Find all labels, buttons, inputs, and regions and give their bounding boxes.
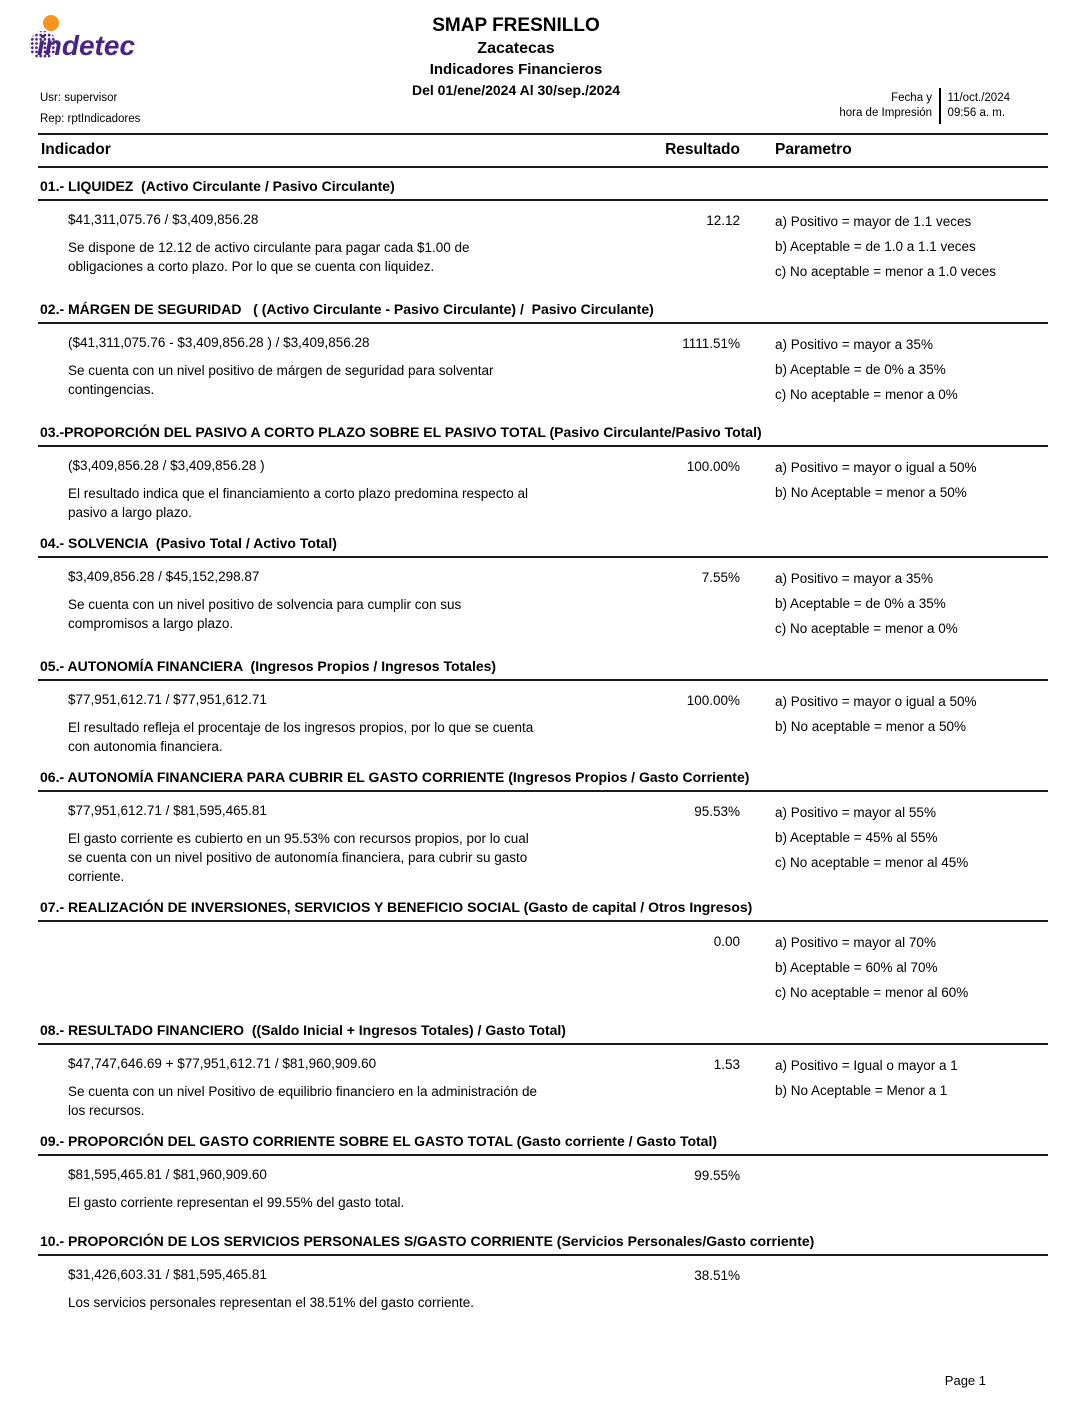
page-number: Page 1: [944, 1373, 986, 1388]
indicator-section: [38, 899, 1048, 1009]
print-divider: [939, 88, 941, 124]
print-label-line1: Fecha y: [891, 92, 933, 104]
indicator-description: El gasto corriente es cubierto en un 95.53% con recursos propios, por lo cual se cuenta con un nivel positivo de autonomía financiera, para cubrir su gasto corriente.: [68, 831, 529, 884]
parameter-line: b) No Aceptable = Menor a 1: [775, 1083, 948, 1098]
indicator-formula: ($41,311,075.76 - $3,409,856.28 ) / $3,409,856.28: [68, 335, 370, 350]
indicator-content: [38, 324, 1048, 411]
indicator-description: Se dispone de 12.12 de activo circulante para pagar cada $1.00 de obligaciones a corto plazo. Por lo que se cuenta con liquidez.: [68, 240, 470, 274]
indicator-content: [38, 1156, 1048, 1220]
indicator-detail: [38, 1267, 660, 1320]
parameter-line: b) Aceptable = 60% al 70%: [775, 960, 938, 975]
table-column-header: [38, 133, 1048, 168]
indicator-description: Se cuenta con un nivel positivo de solvencia para cumplir con sus compromisos a largo plazo.: [68, 597, 462, 631]
indicator-formula: $77,951,612.71 / $77,951,612.71: [68, 692, 267, 707]
parameter-line: c) No aceptable = menor a 0%: [775, 621, 958, 636]
indicator-section: [38, 535, 1048, 645]
indicator-list: [38, 178, 1048, 1320]
indicator-section: [38, 424, 1048, 522]
indicator-title: 06.- AUTONOMÍA FINANCIERA PARA CUBRIR EL GASTO CORRIENTE (Ingresos Propios / Gasto Corriente): [38, 769, 1048, 792]
parameter-line: a) Positivo = mayor o igual a 50%: [775, 694, 977, 709]
parameter-line: a) Positivo = mayor al 55%: [775, 805, 936, 820]
indicator-detail: [38, 212, 660, 288]
indicator-formula: ($3,409,856.28 / $3,409,856.28 ): [68, 458, 265, 473]
indicator-detail: [38, 1056, 660, 1120]
indicator-parameters: [740, 458, 1048, 522]
indicator-section: [38, 658, 1048, 756]
page-state: Zacatecas: [477, 40, 555, 57]
indicator-parameters: [740, 212, 1048, 288]
indicator-result: 95.53%: [694, 804, 740, 819]
indicator-detail: [38, 335, 660, 411]
print-time: 09:56 a. m.: [947, 107, 1006, 119]
indicator-title: 07.- REALIZACIÓN DE INVERSIONES, SERVICIOS Y BENEFICIO SOCIAL (Gasto de capital / Otros Ingresos): [38, 899, 1048, 922]
indicator-section: [38, 1022, 1048, 1120]
indicator-parameters: [740, 335, 1048, 411]
indicator-detail: [38, 803, 660, 886]
parameter-line: c) No aceptable = menor a 0%: [775, 387, 958, 402]
indicator-formula: $41,311,075.76 / $3,409,856.28: [68, 212, 259, 227]
parameter-line: b) Aceptable = de 0% a 35%: [775, 362, 946, 377]
indicator-content: [38, 922, 1048, 1009]
indicator-description: El gasto corriente representan el 99.55% del gasto total.: [68, 1195, 405, 1210]
report-label: Rep: rptIndicadores: [40, 113, 141, 125]
parameter-line: a) Positivo = Igual o mayor a 1: [775, 1058, 958, 1073]
indicator-formula: $77,951,612.71 / $81,595,465.81: [68, 803, 267, 818]
parameter-line: a) Positivo = mayor de 1.1 veces: [775, 214, 972, 229]
indicator-result: 0.00: [713, 934, 740, 949]
indicator-formula: $3,409,856.28 / $45,152,298.87: [68, 569, 260, 584]
report-name: Indicadores Financieros: [429, 61, 603, 78]
indicator-detail: [38, 1167, 660, 1220]
parameter-line: c) No aceptable = menor al 45%: [775, 855, 969, 870]
parameter-line: a) Positivo = mayor a 35%: [775, 337, 933, 352]
indicator-description: Se cuenta con un nivel Positivo de equilibrio financiero en la administración de los recursos.: [68, 1084, 538, 1118]
indicator-formula: $81,595,465.81 / $81,960,909.60: [68, 1167, 267, 1182]
indicator-content: [38, 681, 1048, 756]
parameter-line: a) Positivo = mayor a 35%: [775, 571, 933, 586]
indicator-detail: [38, 569, 660, 645]
indicator-content: [38, 201, 1048, 288]
indicator-formula: $47,747,646.69 + $77,951,612.71 / $81,960,909.60: [68, 1056, 377, 1071]
indicator-parameters: [740, 1167, 1048, 1220]
indicator-result: 1.53: [713, 1057, 740, 1072]
indicator-section: [38, 1233, 1048, 1320]
print-datetime-label: [839, 91, 932, 121]
parameter-line: a) Positivo = mayor o igual a 50%: [775, 460, 977, 475]
indicator-title: 09.- PROPORCIÓN DEL GASTO CORRIENTE SOBRE EL GASTO TOTAL (Gasto corriente / Gasto Total): [38, 1133, 1048, 1156]
indicator-result: 12.12: [706, 213, 740, 228]
indicator-title: 10.- PROPORCIÓN DE LOS SERVICIOS PERSONALES S/GASTO CORRIENTE (Servicios Personales/Gasto corriente): [38, 1233, 1048, 1256]
indicator-description: El resultado indica que el financiamiento a corto plazo predomina respecto al pasivo a largo plazo.: [68, 486, 529, 520]
indicator-detail: [38, 933, 660, 1009]
indicator-parameters: [740, 803, 1048, 886]
indicator-title: 05.- AUTONOMÍA FINANCIERA (Ingresos Propios / Ingresos Totales): [38, 658, 1048, 681]
print-datetime-value: [948, 91, 1010, 121]
indicator-parameters: [740, 1056, 1048, 1120]
indicator-section: [38, 178, 1048, 288]
parameter-line: c) No aceptable = menor a 1.0 veces: [775, 264, 996, 279]
parameter-line: b) No aceptable = menor a 50%: [775, 719, 966, 734]
indicator-title: 02.- MÁRGEN DE SEGURIDAD ( (Activo Circulante - Pasivo Circulante) / Pasivo Circulante): [38, 301, 1048, 324]
indicator-result: 100.00%: [686, 459, 740, 474]
parameter-line: c) No aceptable = menor al 60%: [775, 985, 969, 1000]
indicator-result: 38.51%: [694, 1268, 740, 1283]
column-indicator: Indicador: [41, 141, 111, 158]
indicator-title: 01.- LIQUIDEZ (Activo Circulante / Pasivo Circulante): [38, 178, 1048, 201]
indicator-title: 08.- RESULTADO FINANCIERO ((Saldo Inicial + Ingresos Totales) / Gasto Total): [38, 1022, 1048, 1045]
parameter-line: b) Aceptable = 45% al 55%: [775, 830, 938, 845]
print-date: 11/oct./2024: [947, 92, 1010, 104]
indicator-parameters: [740, 1267, 1048, 1320]
indicator-formula: [38, 933, 660, 950]
parameter-line: b) Aceptable = de 1.0 a 1.1 veces: [775, 239, 976, 254]
indicator-section: [38, 1133, 1048, 1220]
parameter-line: a) Positivo = mayor al 70%: [775, 935, 936, 950]
indicator-content: [38, 447, 1048, 522]
indicator-section: [38, 301, 1048, 411]
indicator-detail: [38, 692, 660, 756]
report-header: [0, 0, 1088, 133]
indicator-parameters: [740, 569, 1048, 645]
indicator-result: 7.55%: [701, 570, 740, 585]
indicator-parameters: [740, 692, 1048, 756]
indicator-content: [38, 558, 1048, 645]
column-result: Resultado: [665, 141, 740, 158]
user-label: Usr: supervisor: [40, 92, 118, 104]
indicator-result: 99.55%: [694, 1168, 740, 1183]
indicator-content: [38, 1256, 1048, 1320]
indicator-title: 04.- SOLVENCIA (Pasivo Total / Activo Total): [38, 535, 1048, 558]
indicator-section: [38, 769, 1048, 886]
indicator-description: Los servicios personales representan el 38.51% del gasto corriente.: [68, 1295, 474, 1310]
indicator-title: 03.-PROPORCIÓN DEL PASIVO A CORTO PLAZO SOBRE EL PASIVO TOTAL (Pasivo Circulante/Pasivo Total): [38, 424, 1048, 447]
print-datetime: [839, 88, 1010, 124]
print-label-line2: hora de Impresión: [839, 107, 933, 119]
indicator-formula: $31,426,603.31 / $81,595,465.81: [68, 1267, 267, 1282]
indicator-content: [38, 792, 1048, 886]
logo-wordmark: indetec: [37, 30, 136, 61]
column-parameter: Parametro: [775, 141, 852, 158]
indicator-description: El resultado refleja el procentaje de los ingresos propios, por lo que se cuenta con autonomia financiera.: [68, 720, 534, 754]
indicator-content: [38, 1045, 1048, 1120]
report-period: Del 01/ene/2024 Al 30/sep./2024: [411, 82, 621, 98]
parameter-line: b) No Aceptable = menor a 50%: [775, 485, 967, 500]
indicator-result: 100.00%: [686, 693, 740, 708]
indicator-detail: [38, 458, 660, 522]
report-meta: [40, 88, 140, 130]
page-title: SMAP FRESNILLO: [432, 15, 600, 36]
parameter-line: b) Aceptable = de 0% a 35%: [775, 596, 946, 611]
indicator-result: 1111.51%: [682, 336, 740, 351]
indicator-description: Se cuenta con un nivel positivo de márgen de seguridad para solventar contingencias.: [68, 363, 494, 397]
indicator-parameters: [740, 933, 1048, 1009]
